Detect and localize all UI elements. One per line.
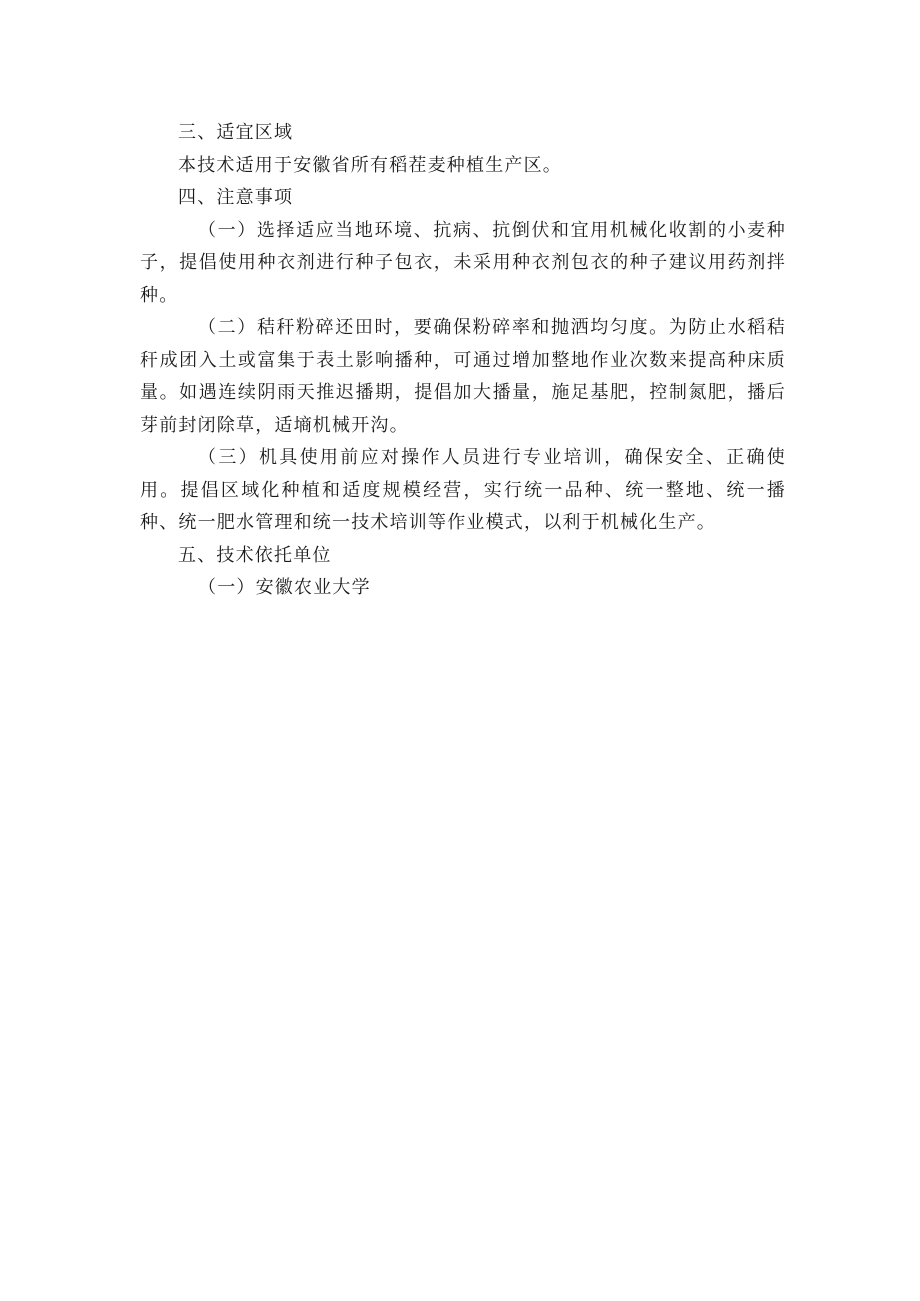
- note-item-straw-return: （二）秸秆粉碎还田时，要确保粉碎率和抛洒均匀度。为防止水稻秸秆成团入土或富集于表土影响播种，可通过增加整地作业次数来提高种床质量。如遇连续阴雨天推迟播期，提倡加大播量，施足基肥，控制氮肥，播后芽前封闭除草，适墒机械开沟。: [140, 317, 786, 436]
- paragraph-applicable-region: 本技术适用于安徽省所有稻茬麦种植生产区。: [178, 154, 562, 176]
- section-heading-notes: 四、注意事项: [178, 187, 294, 208]
- document-body: [140, 117, 786, 605]
- section-heading-applicable-region: 三、适宜区域: [178, 122, 294, 143]
- note-item-seed-selection: （一）选择适应当地环境、抗病、抗倒伏和宜用机械化收割的小麦种子，提倡使用种衣剂进行种子包衣，未采用种衣剂包衣的种子建议用药剂拌种。: [140, 219, 786, 306]
- supporting-unit-item: （一）安徽农业大学: [198, 577, 371, 598]
- note-item-machine-training: （三）机具使用前应对操作人员进行专业培训，确保安全、正确使用。提倡区域化种植和适度规模经营，实行统一品种、统一整地、统一播种、统一肥水管理和统一技术培训等作业模式，以利于机械化生产。: [140, 447, 786, 533]
- section-heading-supporting-units: 五、技术依托单位: [178, 544, 332, 566]
